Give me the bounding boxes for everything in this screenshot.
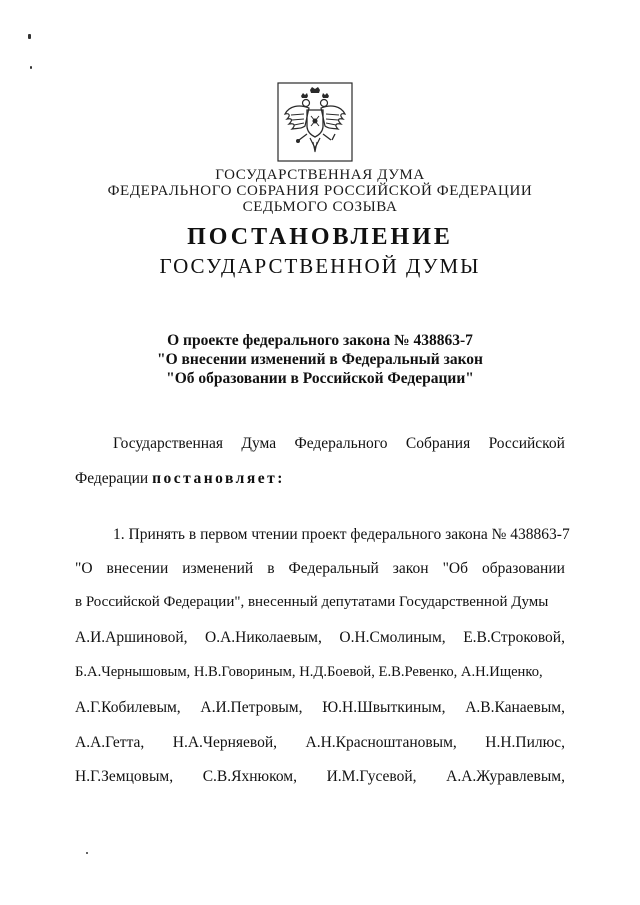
- deputy-name: О.А.Николаевым,: [205, 629, 322, 646]
- scan-speck: [86, 852, 88, 854]
- item1-word: внесении: [106, 560, 169, 577]
- header-line-1: ГОСУДАРСТВЕННАЯ ДУМА: [215, 167, 425, 183]
- document-title: ПОСТАНОВЛЕНИЕ: [187, 224, 453, 250]
- item1-word: Федеральный: [288, 560, 379, 577]
- subject-line-1: О проекте федерального закона № 438863-7: [167, 332, 473, 349]
- deputy-name: А.Н.Красноштановым,: [305, 734, 457, 751]
- preamble-federation: Федерации: [75, 470, 153, 487]
- item1-word: "Об: [442, 560, 469, 577]
- preamble-line-1: [113, 435, 565, 453]
- deputy-name: А.Г.Кобилевым,: [75, 699, 181, 716]
- item1-word: закон: [392, 560, 429, 577]
- scan-speck: [30, 66, 32, 69]
- item1-word: в: [267, 560, 275, 577]
- item1-line-3: в Российской Федерации", внесенный депутатами Государственной Думы: [75, 594, 549, 610]
- item1-line-1: 1. Принять в первом чтении проект федерального закона № 438863-7: [113, 526, 570, 543]
- coat-of-arms-icon: [277, 82, 353, 162]
- preamble-word: Государственная: [113, 435, 224, 452]
- item1-word: "О: [75, 560, 93, 577]
- preamble-word: Федерального: [294, 435, 388, 452]
- preamble-decrees: постановляет:: [152, 470, 285, 487]
- header-line-3: СЕДЬМОГО СОЗЫВА: [242, 199, 398, 215]
- preamble-word: Дума: [241, 435, 277, 452]
- item1-line-5: Б.А.Чернышовым, Н.В.Говориным, Н.Д.Боевой, Е.В.Ревенко, А.Н.Ищенко,: [75, 664, 543, 680]
- deputy-name: И.М.Гусевой,: [326, 768, 417, 785]
- deputy-name: А.И.Петровым,: [200, 699, 303, 716]
- deputy-name: О.Н.Смолиным,: [339, 629, 446, 646]
- item1-line-6: [75, 699, 565, 717]
- header-line-2: ФЕДЕРАЛЬНОГО СОБРАНИЯ РОССИЙСКОЙ ФЕДЕРАЦИИ: [107, 183, 533, 199]
- document-subtitle: ГОСУДАРСТВЕННОЙ ДУМЫ: [159, 254, 481, 278]
- preamble-word: Российской: [488, 435, 565, 452]
- deputy-name: А.А.Гетта,: [75, 734, 145, 751]
- deputy-name: Н.Н.Пилюс,: [485, 734, 565, 751]
- item1-line-7: [75, 734, 565, 752]
- item1-line-8: [75, 768, 565, 786]
- deputy-name: А.В.Канаевым,: [465, 699, 565, 716]
- deputy-name: А.И.Аршиновой,: [75, 629, 188, 646]
- scan-speck: [28, 34, 31, 39]
- item1-word: изменений: [182, 560, 254, 577]
- item1-line-2: [75, 560, 565, 578]
- preamble-line-2: [75, 470, 565, 488]
- subject-line-2: "О внесении изменений в Федеральный закон: [157, 351, 483, 368]
- deputy-name: Н.Г.Земцовым,: [75, 768, 174, 785]
- deputy-name: С.В.Яхнюком,: [202, 768, 297, 785]
- deputy-name: А.А.Журавлевым,: [446, 768, 565, 785]
- preamble-word: Собрания: [405, 435, 471, 452]
- deputy-name: Н.А.Черняевой,: [172, 734, 278, 751]
- item1-word: образовании: [482, 560, 565, 577]
- subject-line-3: "Об образовании в Российской Федерации": [166, 370, 474, 387]
- deputy-name: Е.В.Строковой,: [463, 629, 565, 646]
- deputy-name: Ю.Н.Швыткиным,: [322, 699, 446, 716]
- item1-line-4: [75, 629, 565, 647]
